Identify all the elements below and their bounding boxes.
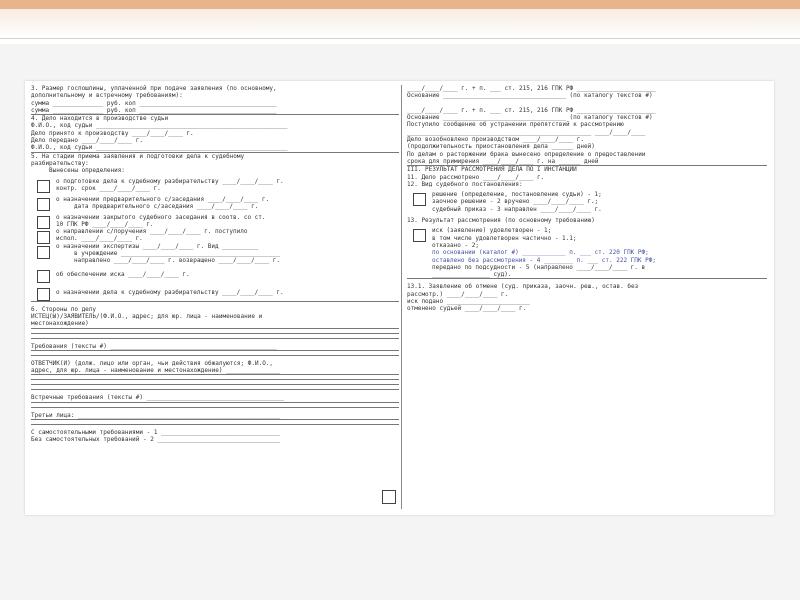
text-line: III. РЕЗУЛЬТАТ РАССМОТРЕНИЯ ДЕЛА ПО I ИНСТАНЦИИ	[407, 166, 577, 174]
text-line: отказано - 2;	[432, 241, 479, 249]
accent-strip	[0, 0, 800, 9]
text-line: о подготовке дела к судебному разбирательству ____/____/____ г.	[56, 177, 284, 185]
text-line: о назначении дела к судебному разбирательству ____/____/____ г.	[56, 288, 284, 296]
text-line	[407, 100, 767, 107]
text-line: оставлено без рассмотрения - 4 ________ п. ___ ст. 222 ГПК РФ;	[432, 256, 656, 264]
text-line: сумма ______________ руб. коп ______________________________________	[31, 99, 277, 107]
text-line: ____/____/____ г. + п. ___ ст. 215, 216 ГПК РФ ______________________	[407, 106, 657, 114]
text-line: разбирательству:	[31, 159, 89, 167]
text-line: Поступило сообщение об устранении препятствий к рассмотрению	[407, 121, 624, 129]
text-line: о назначении экспертизы ____/____/____ г. Вид __________	[56, 242, 259, 250]
section-5-preparation	[31, 153, 399, 175]
text-line: 10 ГПК РФ ____/____/____ г.	[56, 220, 154, 228]
section-3-fee	[31, 85, 399, 115]
text-line: 6. Стороны по делу	[31, 305, 97, 313]
text-line: иск (заявление) удовлетворен - 1;	[432, 227, 552, 235]
header-divider	[0, 38, 800, 39]
checkbox-group-closed-hearing	[31, 214, 399, 265]
dependent-claims-line: Без самостоятельных требований - 2 __________________________________	[31, 436, 281, 444]
text-line: дата предварительного с/заседания ____/____/____ г.	[56, 202, 259, 210]
checkbox-group-preparation	[31, 178, 399, 193]
text-line: о направлении с/поручения ____/____/____ г. поступило	[56, 228, 248, 236]
text-line: 5. На стадии приема заявления и подготовки дела к судебному	[31, 152, 245, 160]
right-column	[407, 85, 767, 313]
text-line: Дело возобновлено производством ____/____/____ г.	[407, 136, 585, 144]
header-fade	[0, 9, 800, 39]
text-line: Основание __________________________________ (по каталогу текстов #)	[407, 114, 653, 122]
text-line: По делам о расторжении брака вынесено определение о предоставлении	[407, 150, 646, 158]
text-line: о назначении закрытого судебного заседания в соотв. со ст.	[56, 213, 266, 221]
checkbox-group-trial	[31, 286, 399, 302]
text-line: 13.1. Заявление об отмене (суд. приказа, заочн. реш., остав. без	[407, 283, 639, 291]
text-line: передано по подсудности - 5 (направлено ____/____/____ г. в	[432, 263, 646, 271]
text-line: дополнительному и встречному требованиям):	[31, 92, 183, 100]
checkbox[interactable]	[413, 229, 426, 242]
text-line: Дело передано ____/____/____ г.	[31, 137, 143, 145]
checkbox[interactable]	[37, 216, 50, 229]
text-line: ________________ суд).	[432, 271, 512, 279]
text-line: Ф.И.О., код судьи _____________________________________________________	[31, 122, 288, 130]
suspension-block	[407, 85, 767, 166]
section-4-judge	[31, 115, 399, 152]
text-line: направлено ____/____/____ г. возвращено ____/____/____ г.	[56, 257, 280, 265]
text-line: в учреждение ____________________________________________	[56, 250, 280, 258]
text-line: 11. Дело рассмотрено ____/____/____ г.	[407, 173, 545, 181]
text-line: Дело принято к производству ____/____/____ г.	[31, 129, 194, 137]
text-line: Основание __________________________________ (по каталогу текстов #)	[407, 92, 653, 100]
text-line: ___________________________________________________ ____/____/____	[407, 128, 646, 136]
text-line: испол. ____/____/____ г.	[56, 235, 143, 243]
checkbox-group-outcome	[407, 227, 767, 279]
text-line: (продолжительность приостановления дела ______ дней)	[407, 143, 595, 151]
text-line: по основании (каталог #) ____________ п. ___ ст. 220 ГПК РФ;	[432, 249, 649, 257]
text-line: срока для примирения ____/____/____ г. на ______ дней	[407, 157, 599, 165]
independent-claims-line: С самостоятельными требованиями - 1 _________________________________	[31, 429, 281, 437]
text-line: иск подано _______________________	[407, 298, 530, 306]
text-line: 4. Дело находится в производстве судьи	[31, 115, 169, 123]
checkbox-group-injunction	[31, 268, 399, 283]
checkbox[interactable]	[37, 246, 50, 259]
text-line: судебный приказ - 3 направлен ____/____/____ г.	[432, 205, 602, 213]
requirements-line: Требования (тексты #) ______________________________________________	[31, 343, 399, 351]
text-line: ____/____/____ г. + п. ___ ст. 215, 216 ГПК РФ ______________________	[407, 85, 657, 92]
text-line: сумма ______________ руб. коп ______________________________________	[31, 106, 277, 114]
text-line: ИСТЕЦ(Ы)/ЗАЯВИТЕЛЬ/(Ф.И.О., адрес; для юр. лица - наименование и	[31, 312, 263, 320]
text-line: Ф.И.О., код судьи _____________________________________________________	[31, 144, 288, 152]
counter-claims-line: Встречные требования (тексты #) ______________________________________	[31, 394, 399, 402]
text-line: об обеспечении иска ____/____/____ г.	[56, 270, 190, 278]
checkbox[interactable]	[37, 180, 50, 193]
text-line: Вынесены определения:	[31, 167, 125, 175]
text-line: заочное решение - 2 вручено ____/____/____ г.;	[432, 198, 599, 206]
text-line: контр. срок ____/____/____ г.	[56, 184, 161, 192]
checkbox-group-decision-type	[407, 191, 767, 213]
checkbox[interactable]	[37, 270, 50, 283]
third-parties-line: Третьи лица: ________________________________________________________	[31, 412, 399, 420]
checkbox[interactable]	[37, 231, 50, 244]
text-line: отменено судьей ____/____/____ г.	[407, 305, 527, 313]
left-column	[31, 85, 399, 444]
column-divider	[401, 85, 402, 509]
text-line: решение (определение, постановление судьи) - 1;	[432, 191, 602, 199]
section-13-1-annulment	[407, 283, 767, 312]
text-line: местонахождение)	[31, 320, 89, 328]
checkbox-group-preliminary-hearing	[31, 196, 399, 211]
text-line: 3. Размер госпошлины, уплаченной при подаче заявления (по основному,	[31, 85, 277, 92]
text-line: о назначении предварительного с/заседания ____/____/____ г.	[56, 195, 270, 203]
checkbox[interactable]	[413, 193, 426, 206]
slide-header	[0, 0, 800, 44]
respondent-line: адрес, для юр. лица - наименование и местонахождение) _______________	[31, 367, 399, 375]
form-document	[25, 81, 774, 515]
text-line: в том числе удовлетворен частично - 1.1;	[432, 234, 577, 242]
section-iii-result	[407, 166, 767, 188]
checkbox[interactable]	[37, 198, 50, 211]
text-line: 12. Вид судебного постановления:	[407, 180, 523, 188]
section-6-parties	[31, 306, 399, 329]
checkbox[interactable]	[37, 288, 50, 301]
respondent-line: ОТВЕТЧИК(И) (долж. лицо или орган, чьи действия обжалуются; Ф.И.О.,	[31, 359, 274, 367]
checkbox[interactable]	[382, 490, 396, 504]
text-line: рассмотр.) ____/____/____ г.	[407, 290, 509, 298]
section-13-title: 13. Результат рассмотрения (по основному требованию)	[407, 217, 595, 225]
